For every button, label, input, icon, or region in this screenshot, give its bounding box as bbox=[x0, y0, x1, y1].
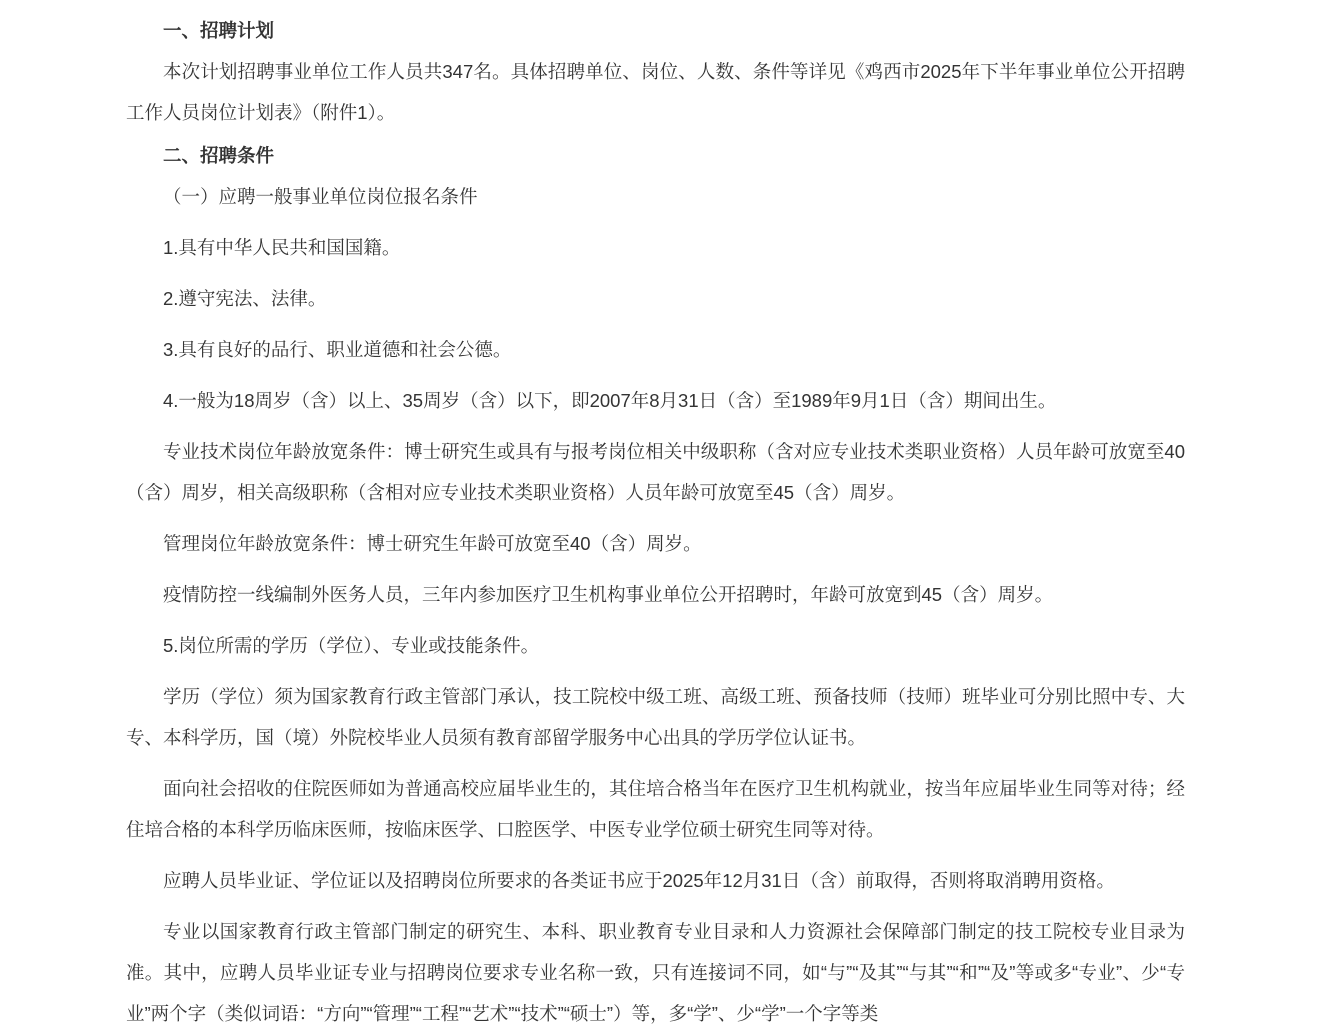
para-resident-physician: 面向社会招收的住院医师如为普通高校应届毕业生的，其住培合格当年在医疗卫生机构就业，按当年应届毕业生同等对待；经住培合格的本科学历临床医师，按临床医学、口腔医学、中医专业学位硕士研究生同等对待。 bbox=[126, 778, 1185, 840]
para-condition-3-conduct: 3.具有良好的品行、职业道德和社会公德。 bbox=[163, 339, 512, 360]
para-recruitment-plan: 本次计划招聘事业单位工作人员共347名。具体招聘单位、岗位、人数、条件等详见《鸡西市2025年下半年事业单位公开招聘工作人员岗位计划表》（附件1）。 bbox=[126, 61, 1185, 123]
para-major-catalog: 专业以国家教育行政主管部门制定的研究生、本科、职业教育专业目录和人力资源社会保障部门制定的技工院校专业目录为准。其中，应聘人员毕业证专业与招聘岗位要求专业名称一致，只有连接词不同，如“与”“及其”“与其”“和”“及”等或多“专业”、少“专业”两个字（类似词语：“方向”“管理”“工程”“艺术”“技术”“硕士”）等，多“学”、少“学”一个字等类 bbox=[126, 921, 1185, 1024]
para-education-recognition: 学历（学位）须为国家教育行政主管部门承认，技工院校中级工班、高级工班、预备技师（技师）班毕业可分别比照中专、大专、本科学历，国（境）外院校毕业人员须有教育部留学服务中心出具的学历学位认证书。 bbox=[126, 686, 1185, 748]
para-age-relax-management: 管理岗位年龄放宽条件：博士研究生年龄可放宽至40（含）周岁。 bbox=[163, 533, 702, 554]
para-condition-1-nationality: 1.具有中华人民共和国国籍。 bbox=[163, 237, 401, 258]
section-1-heading: 一、招聘计划 bbox=[163, 20, 275, 41]
para-age-relax-technical: 专业技术岗位年龄放宽条件：博士研究生或具有与报考岗位相关中级职称（含对应专业技术类职业资格）人员年龄可放宽至40（含）周岁，相关高级职称（含相对应专业技术类职业资格）人员年龄可放宽至45（含）周岁。 bbox=[126, 441, 1185, 503]
para-certificate-deadline: 应聘人员毕业证、学位证以及招聘岗位所要求的各类证书应于2025年12月31日（含）前取得，否则将取消聘用资格。 bbox=[163, 870, 1115, 891]
para-age-relax-medical: 疫情防控一线编制外医务人员，三年内参加医疗卫生机构事业单位公开招聘时，年龄可放宽到45（含）周岁。 bbox=[163, 584, 1054, 605]
document-body bbox=[126, 0, 1185, 1034]
para-subsection-1-title: （一）应聘一般事业单位岗位报名条件 bbox=[163, 186, 478, 207]
para-condition-5-education: 5.岗位所需的学历（学位）、专业或技能条件。 bbox=[163, 635, 540, 656]
para-condition-4-age: 4.一般为18周岁（含）以上、35周岁（含）以下，即2007年8月31日（含）至1989年9月1日（含）期间出生。 bbox=[163, 390, 1057, 411]
para-condition-2-law: 2.遵守宪法、法律。 bbox=[163, 288, 327, 309]
section-2-heading: 二、招聘条件 bbox=[163, 145, 275, 166]
